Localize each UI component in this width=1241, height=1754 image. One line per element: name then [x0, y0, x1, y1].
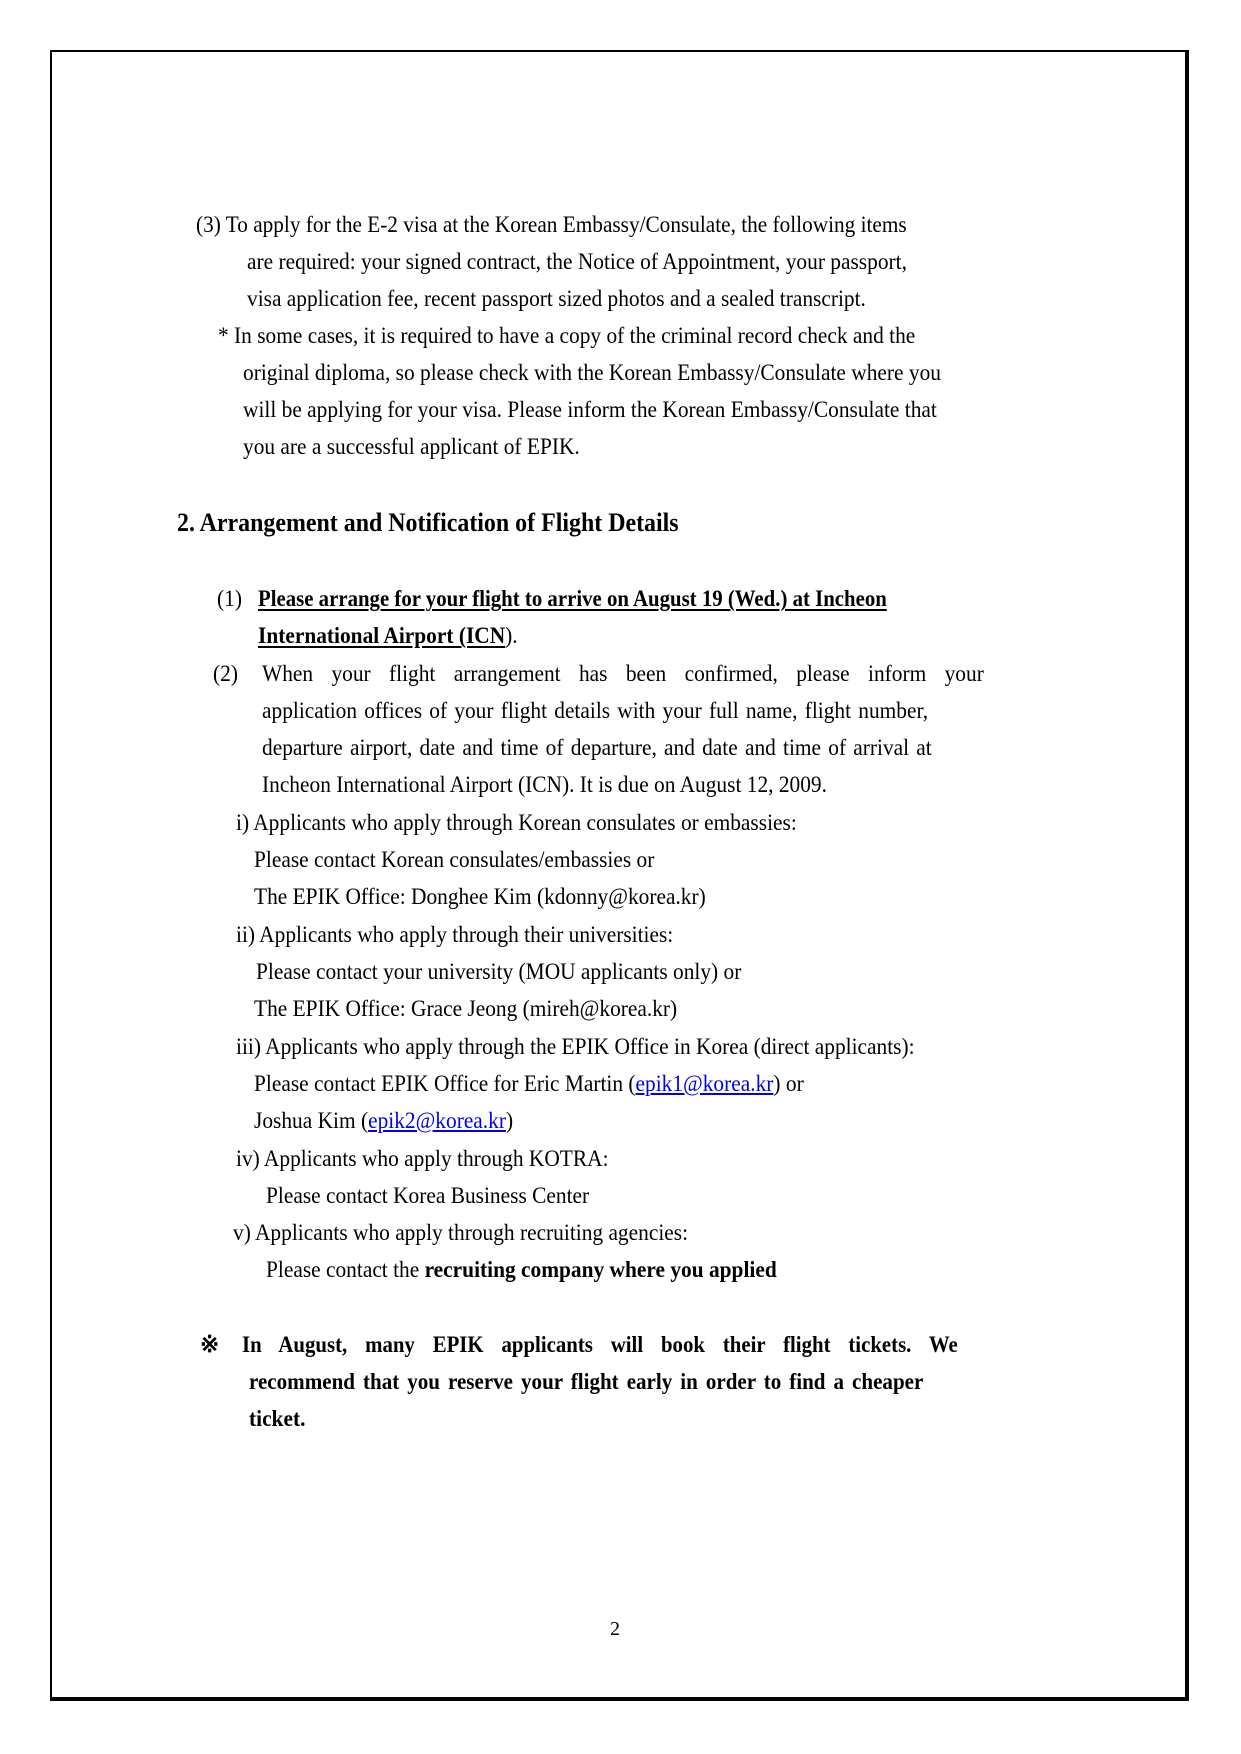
contact-v-line-1-bold: recruiting company where you applied: [424, 1257, 777, 1282]
contact-iii-line-1-pre: Please contact EPIK Office for Eric Martin (: [254, 1071, 636, 1096]
visa-item-line-2: are required: your signed contract, the Notice of Appointment, your passport,: [247, 249, 907, 274]
item1-line-2-underlined: International Airport (ICN: [258, 623, 506, 648]
contact-iv-line-1: Please contact Korea Business Center: [266, 1183, 590, 1208]
contact-iii-line-2-post: ): [505, 1108, 514, 1133]
item2-marker: (2): [213, 661, 238, 686]
contact-ii-line-2: The EPIK Office: Grace Jeong (mireh@korea.kr): [254, 996, 678, 1021]
contact-iv-title: iv) Applicants who apply through KOTRA:: [236, 1146, 609, 1171]
notice-line-3: ticket.: [249, 1406, 306, 1431]
contact-iii-line-1: [254, 1069, 804, 1099]
item2-line-3: departure airport, date and time of departure, and date and time of arrival at: [262, 735, 932, 760]
contact-v-title: v) Applicants who apply through recruiting agencies:: [233, 1220, 689, 1245]
visa-note-line-1: * In some cases, it is required to have a copy of the criminal record check and the: [218, 323, 916, 348]
visa-note-line-3: will be applying for your visa. Please inform the Korean Embassy/Consulate that: [243, 397, 937, 422]
contact-v-line-1: [266, 1255, 777, 1285]
item1-line-1: Please arrange for your flight to arrive on August 19 (Wed.) at Incheon: [258, 586, 887, 611]
contact-iii-line-1-post: ) or: [773, 1071, 804, 1096]
notice-symbol-icon: ※: [200, 1332, 220, 1357]
item2-line-1: When your flight arrangement has been confirmed, please inform your: [262, 661, 984, 686]
text: (3) To apply for the E-2 visa at the Korean Embassy/Consulate, the following items: [196, 212, 907, 237]
contact-ii-title: ii) Applicants who apply through their universities:: [236, 922, 674, 947]
email-link-epik1[interactable]: epik1@korea.kr: [635, 1071, 774, 1096]
item2-line-2: application offices of your flight details with your full name, flight number,: [262, 698, 929, 723]
contact-i-line-1: Please contact Korean consulates/embassies or: [254, 847, 655, 872]
visa-note-line-2: original diploma, so please check with the Korean Embassy/Consulate where you: [243, 360, 941, 385]
contact-iii-title: iii) Applicants who apply through the EPIK Office in Korea (direct applicants):: [236, 1034, 915, 1059]
contact-ii-line-1: Please contact your university (MOU applicants only) or: [256, 959, 742, 984]
visa-item-line-1: [196, 210, 1053, 240]
contact-i-line-2: The EPIK Office: Donghee Kim (kdonny@korea.kr): [254, 884, 706, 909]
notice-line-1: In August, many EPIK applicants will book their flight tickets. We: [242, 1332, 958, 1357]
visa-item-line-3: visa application fee, recent passport sized photos and a sealed transcript.: [247, 286, 866, 311]
contact-i-title: i) Applicants who apply through Korean consulates or embassies:: [236, 810, 797, 835]
contact-v-line-1-pre: Please contact the: [266, 1257, 425, 1282]
email-link-epik2[interactable]: epik2@korea.kr: [368, 1108, 506, 1133]
item1-marker: (1): [217, 586, 242, 611]
item1-line-2: [258, 621, 518, 651]
contact-iii-line-2-pre: Joshua Kim (: [254, 1108, 369, 1133]
visa-note-line-4: you are a successful applicant of EPIK.: [243, 434, 580, 459]
notice-line-2: recommend that you reserve your flight early in order to find a cheaper: [249, 1369, 924, 1394]
item1-line-2-tail: ).: [505, 623, 518, 648]
page-number: 2: [610, 1618, 620, 1640]
contact-iii-line-2: [254, 1106, 513, 1136]
section-heading: 2. Arrangement and Notification of Flight Details: [177, 508, 679, 537]
item2-line-4: Incheon International Airport (ICN). It is due on August 12, 2009.: [262, 772, 827, 797]
